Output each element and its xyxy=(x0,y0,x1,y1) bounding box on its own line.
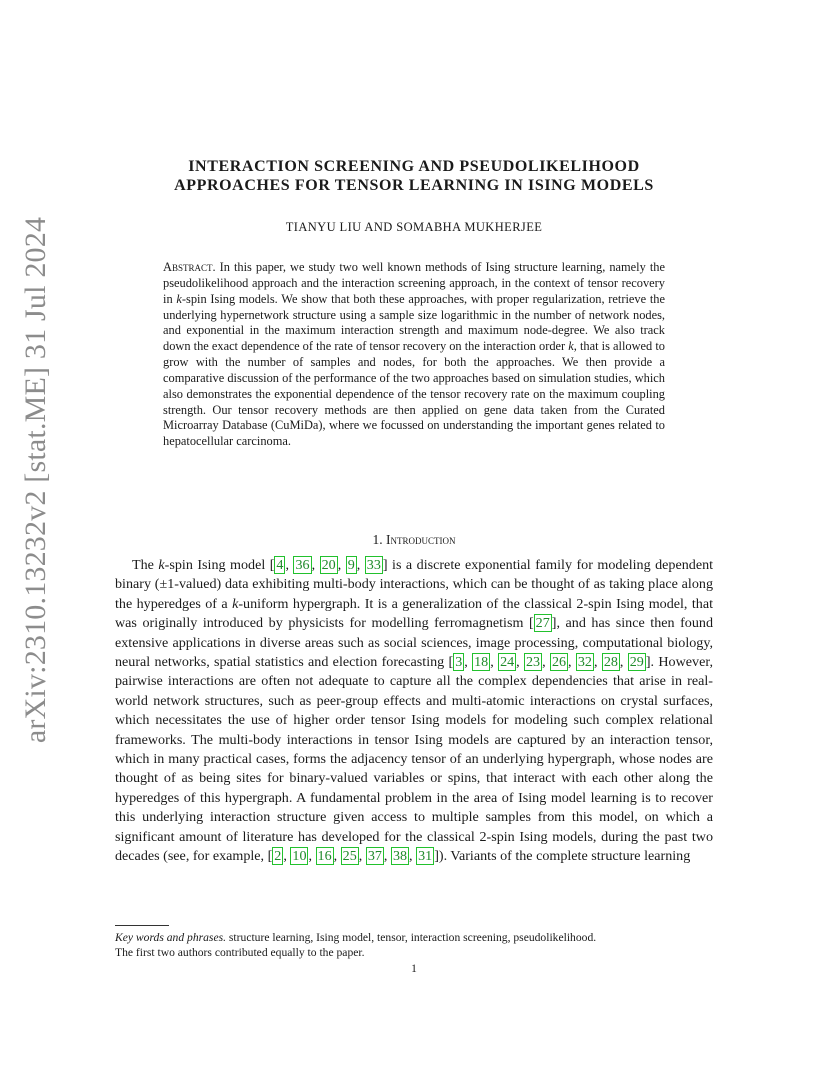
citation-group-1: 4 , 36 , 20 , 9 , 33 xyxy=(276,557,381,573)
title-line-2: APPROACHES FOR TENSOR LEARNING IN ISING MODELS xyxy=(174,177,654,194)
footnote-rule xyxy=(115,925,169,926)
citation-link[interactable]: 26 xyxy=(551,654,567,671)
abstract-text-2: -spin Ising models. We show that both these approaches, with proper regularization, retrieve the underlying hypernetwork structure using a sample size logarithmic in the number of network nodes, and exponential in the maximum interaction strength and maximum node-degree. We also track down the exact dependence of the rate of tensor recovery on the interaction order xyxy=(163,291,665,354)
intro-paragraph xyxy=(115,556,713,867)
keywords-text: structure learning, Ising model, tensor, interaction screening, pseudolikelihood. xyxy=(228,931,597,944)
citation-group-2 xyxy=(534,614,552,632)
keywords-label: Key words and phrases. xyxy=(115,931,227,944)
authors: TIANYU LIU AND SOMABHA MUKHERJEE xyxy=(285,220,543,234)
contribution-footnote: The first two authors contributed equally to the paper. xyxy=(115,945,365,959)
section-heading xyxy=(120,532,708,548)
intro-k: k xyxy=(232,595,239,612)
citation-link[interactable]: 24 xyxy=(500,654,515,671)
citation-link[interactable]: 32 xyxy=(577,654,592,671)
title-line-1: INTERACTION SCREENING AND PSEUDOLIKELIHOOD xyxy=(188,158,640,175)
page-number: 1 xyxy=(411,963,417,975)
citation-link[interactable]: 2 xyxy=(274,848,282,865)
abstract-k-1: k xyxy=(176,291,182,306)
section-title: Introduction xyxy=(386,532,456,547)
citation-link[interactable]: 4 xyxy=(276,557,284,573)
abstract-label: Abstract. xyxy=(163,260,216,274)
introduction-body xyxy=(115,556,713,867)
abstract-k-2: k xyxy=(568,339,574,354)
abstract-text-1: In this paper, we study two well known methods of Ising structure learning, namely the pseudolikelihood approach and the interaction screening approach, in the context of tensor recovery in xyxy=(163,260,665,306)
arxiv-identifier xyxy=(14,216,58,744)
citation-group-3: 3 , 18 , 24 , 23 , 26 , 32 , 28 , 29 xyxy=(455,654,644,671)
intro-text: -uniform hypergraph. It is a generalization of the classical 2-spin Ising model, that was originally introduced by physicists for modelling ferromagnetism [ xyxy=(115,595,713,632)
citation-link[interactable]: 38 xyxy=(392,848,408,865)
intro-text: -spin Ising model [ xyxy=(164,557,275,573)
intro-text: ]). Variants of the complete structure learning xyxy=(434,848,691,865)
citation-link[interactable]: 25 xyxy=(342,848,357,865)
intro-text: ], and has since then found extensive applications in diverse areas such as social sciences, image processing, computational biology, neural networks, spatial statistics and election forecasting [ xyxy=(115,615,713,671)
citation-link[interactable]: 33 xyxy=(366,557,381,573)
abstract-text-3: , that is allowed to grow with the number of samples and nodes, for both the approaches. We then provide a comparative discussion of the performance of the two approaches based on simulation studies, which also demonstrates the exponential dependence of the tensor recovery rate on the maximum coupling strength. Our tensor recovery methods are then applied on gene data taken from the Curated Microarray Database (CuMiDa), where we focussed on understanding the important genes related to hepatocellular carcinoma. xyxy=(163,339,665,449)
citation-link[interactable]: 27 xyxy=(535,615,550,632)
footnotes xyxy=(115,931,713,960)
citation-link[interactable]: 36 xyxy=(295,557,310,573)
intro-k: k xyxy=(158,557,165,573)
keywords-footnote xyxy=(115,931,713,946)
citation-link[interactable]: 16 xyxy=(317,848,332,865)
citation-link[interactable]: 9 xyxy=(347,557,355,573)
intro-text: The xyxy=(132,557,159,573)
citation-link[interactable]: 28 xyxy=(603,654,618,671)
citation-link[interactable]: 37 xyxy=(367,848,382,865)
citation-link[interactable]: 31 xyxy=(418,848,433,865)
intro-text: ] is a discrete exponential family for modeling dependent binary (±1-valued) data exhibiting multi-body interactions, which can be thought of as taking place along the hyperedges of a xyxy=(115,557,714,612)
citation-link[interactable]: 18 xyxy=(474,654,489,671)
section-number: 1. xyxy=(372,532,383,547)
paper-title xyxy=(120,157,708,195)
arxiv-identifier-text: arXiv:2310.13232v2 [stat.ME] 31 Jul 2024 xyxy=(19,216,53,744)
citation-link[interactable]: 20 xyxy=(321,557,336,573)
intro-text: ]. However, pairwise interactions are often not adequate to capture all the complex dependencies that arise in real-world network structures, such as peer-group effects and multi-atomic interactions on crystal surfaces, which necessitates the use of higher order tensor Ising models for modeling such complex relational frameworks. The multi-body interactions in tensor Ising models are captured by an interaction tensor, which in many practical cases, forms the adjacency tensor of an underlying hypergraph, whose nodes are thought of as being sites for binary-valued variables or spins, that interact with each other along the hyperedges of this hypergraph. A fundamental problem in the area of Ising model learning is to recover this underlying interaction structure given access to multiple samples from this model, on which a significant amount of literature has developed for the classical 2-spin Ising models, during the past two decades (see, for example, [ xyxy=(115,654,713,865)
citation-group-4: 2 , 10 , 16 , 25 , 37 , 38 , 31 xyxy=(274,848,433,865)
citation-link[interactable]: 10 xyxy=(292,848,307,865)
citation-link[interactable]: 3 xyxy=(455,654,463,671)
citation-link[interactable]: 23 xyxy=(526,654,541,671)
citation-link[interactable]: 29 xyxy=(629,654,644,671)
abstract xyxy=(163,260,665,450)
